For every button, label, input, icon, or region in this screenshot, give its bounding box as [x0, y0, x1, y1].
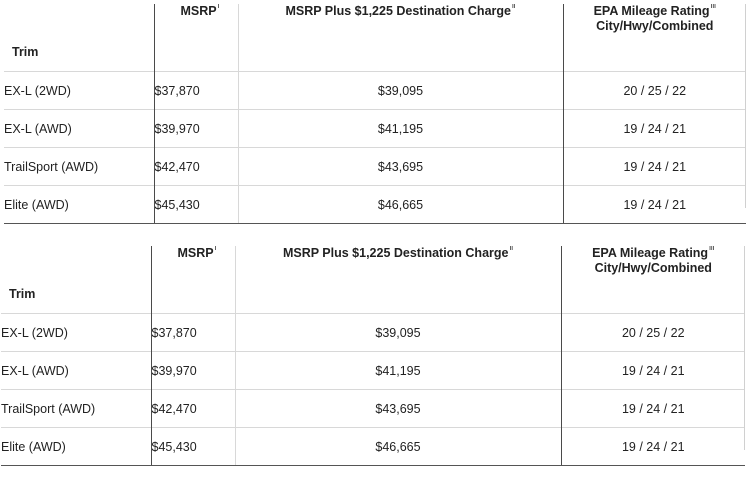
trim-cell: EX-L (AWD): [4, 110, 154, 148]
table-row: [1, 352, 745, 390]
header-epa: EPA Mileage Rating$^{iii}$ City/Hwy/Combined: [561, 246, 745, 314]
trim-cell: TrailSport (AWD): [4, 148, 154, 186]
table-row: [1, 314, 745, 352]
destination-cell: $43,695: [235, 390, 561, 428]
footnote-marker-ii[interactable]: ii: [509, 246, 514, 252]
destination-cell: $39,095: [238, 72, 563, 110]
epa-cell: 19 / 24 / 21: [561, 390, 745, 428]
table-header-row: [1, 246, 745, 314]
footnote-marker-ii[interactable]: ii: [511, 4, 516, 10]
msrp-cell: $42,470: [151, 390, 235, 428]
trim-cell: EX-L (2WD): [4, 72, 154, 110]
msrp-cell: $39,970: [151, 352, 235, 390]
destination-cell: $41,195: [238, 110, 563, 148]
pricing-table-1: [4, 4, 746, 224]
footnote-marker-i[interactable]: i: [217, 4, 220, 10]
epa-cell: 20 / 25 / 22: [563, 72, 746, 110]
footnote-marker-iii[interactable]: iii: [710, 4, 716, 10]
msrp-cell: $42,470: [154, 148, 238, 186]
trim-cell: TrailSport (AWD): [1, 390, 151, 428]
epa-cell: 19 / 24 / 21: [563, 186, 746, 224]
table-row: [4, 148, 746, 186]
footnote-marker-i[interactable]: i: [214, 246, 217, 252]
destination-cell: $41,195: [235, 352, 561, 390]
header-trim: Trim: [9, 287, 36, 301]
destination-cell: $43,695: [238, 148, 563, 186]
table-header-row: [4, 4, 746, 72]
table-row: [4, 186, 746, 224]
header-msrp: MSRP$^i$: [151, 246, 235, 314]
epa-cell: 20 / 25 / 22: [561, 314, 745, 352]
epa-cell: 19 / 24 / 21: [563, 148, 746, 186]
table-2-right-border: [744, 246, 745, 450]
trim-cell: EX-L (2WD): [1, 314, 151, 352]
table-row: [1, 390, 745, 428]
table-row: [4, 72, 746, 110]
destination-cell: $46,665: [235, 428, 561, 466]
msrp-cell: $37,870: [151, 314, 235, 352]
footnote-marker-iii[interactable]: iii: [709, 246, 715, 252]
msrp-cell: $45,430: [151, 428, 235, 466]
epa-cell: 19 / 24 / 21: [561, 352, 745, 390]
header-epa: EPA Mileage Rating$^{iii}$ City/Hwy/Combined: [563, 4, 746, 72]
msrp-cell: $37,870: [154, 72, 238, 110]
trim-cell: EX-L (AWD): [1, 352, 151, 390]
header-destination: MSRP Plus $1,225 Destination Charge$^{ii}$: [235, 246, 561, 314]
epa-cell: 19 / 24 / 21: [563, 110, 746, 148]
trim-cell: Elite (AWD): [1, 428, 151, 466]
header-msrp: MSRP$^i$: [154, 4, 238, 72]
header-destination: MSRP Plus $1,225 Destination Charge$^{ii}$: [238, 4, 563, 72]
header-trim: Trim: [12, 45, 39, 59]
epa-cell: 19 / 24 / 21: [561, 428, 745, 466]
destination-cell: $39,095: [235, 314, 561, 352]
destination-cell: $46,665: [238, 186, 563, 224]
trim-cell: Elite (AWD): [4, 186, 154, 224]
table-row: [1, 428, 745, 466]
table-row: [4, 110, 746, 148]
msrp-cell: $45,430: [154, 186, 238, 224]
msrp-cell: $39,970: [154, 110, 238, 148]
pricing-table-2: [1, 246, 745, 466]
table-1-right-border: [745, 4, 746, 208]
